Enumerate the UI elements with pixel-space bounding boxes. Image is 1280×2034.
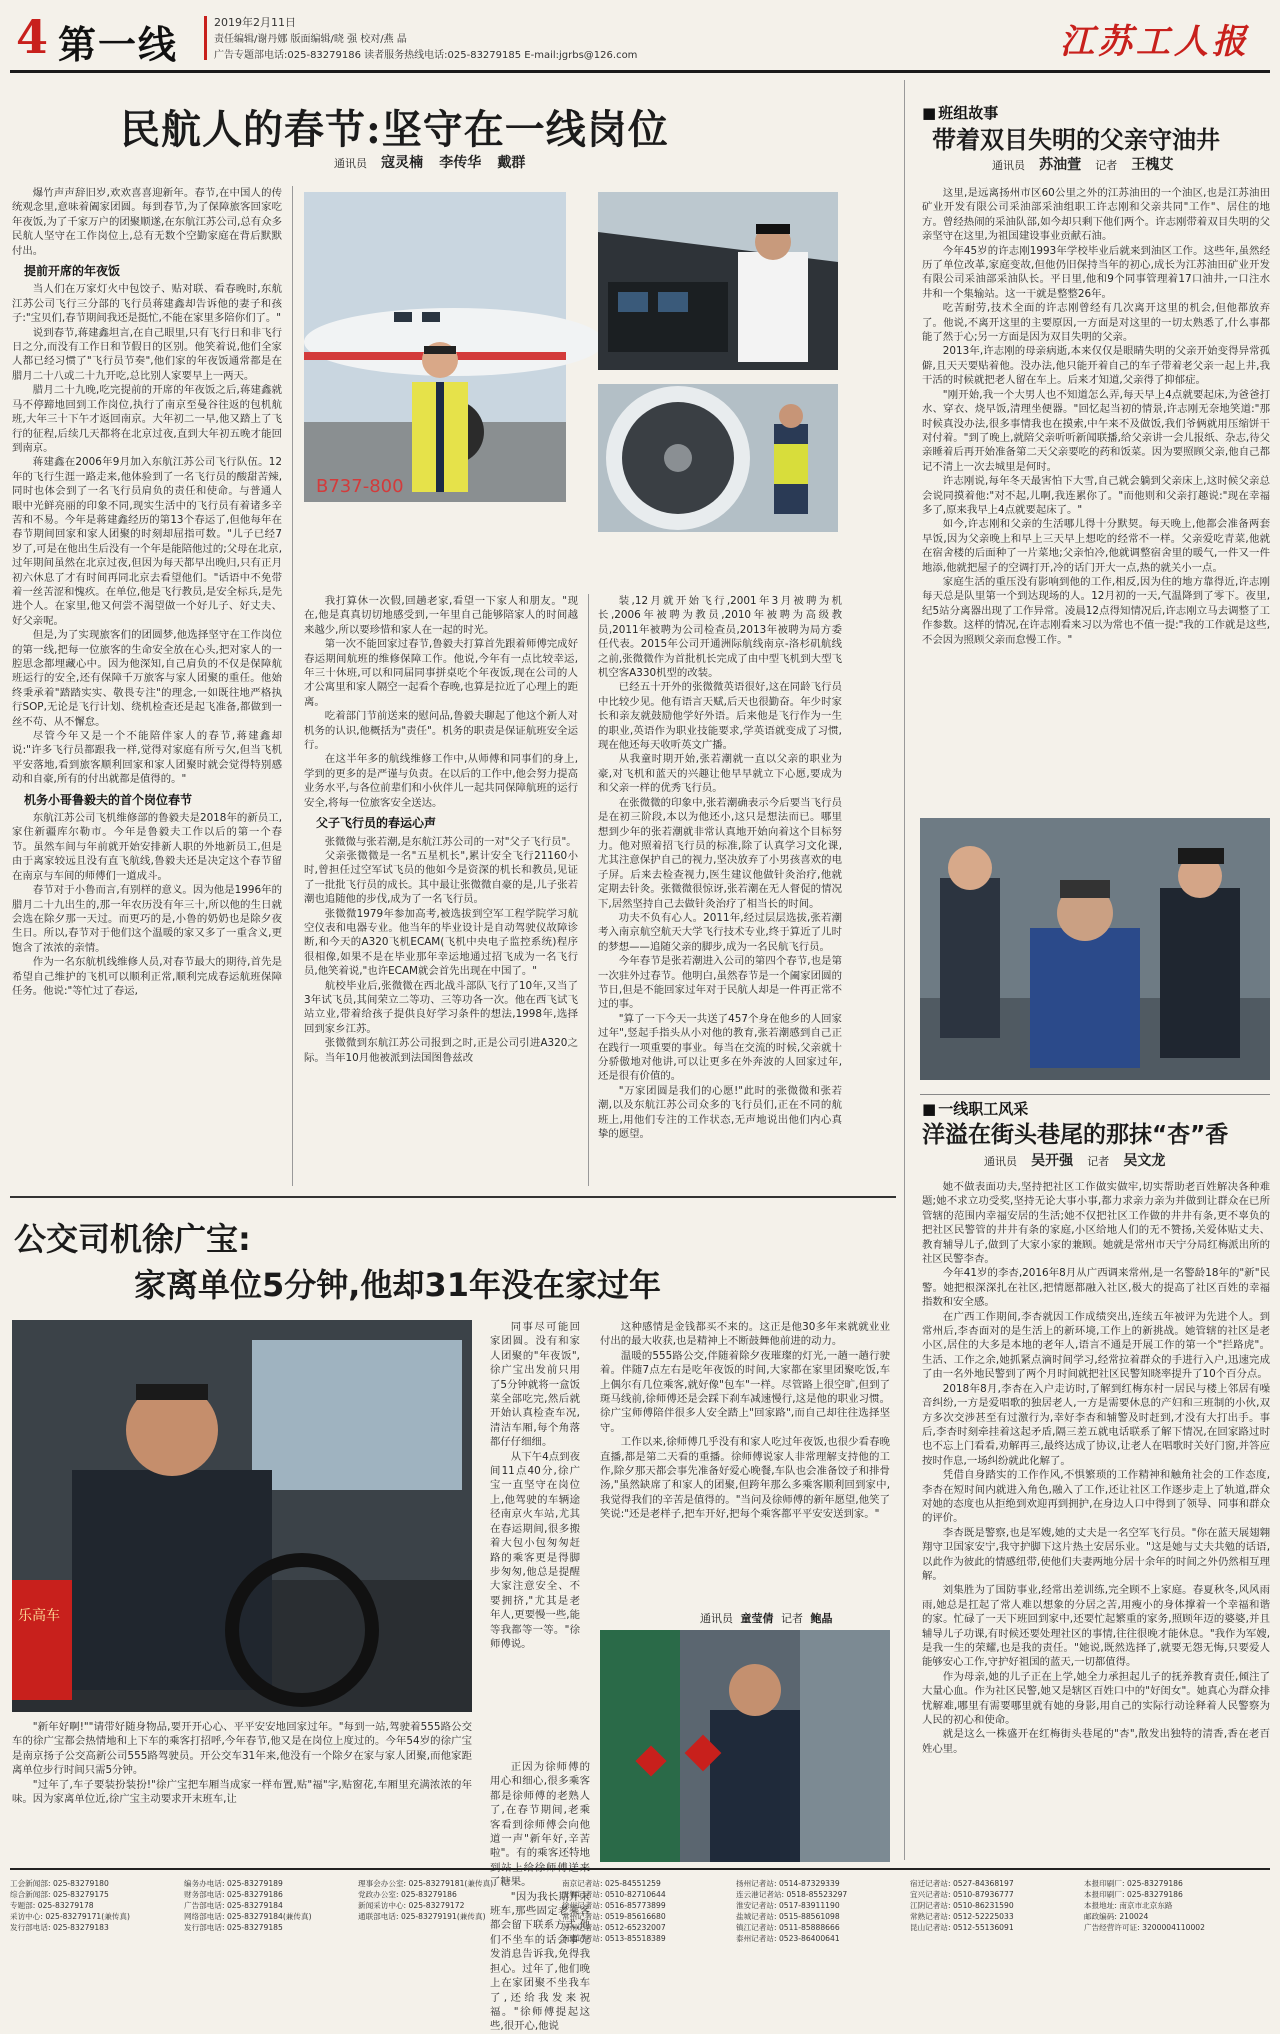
a4-column-b [490, 1320, 580, 1760]
footer-contact-line: 编务办电话: 025-83279189 [184, 1879, 283, 1888]
a1-subhead: 机务小哥鲁毅夫的首个岗位春节 [24, 792, 193, 807]
a3-headline: 洋溢在街头巷尾的那抹“杏”香 [922, 1122, 1229, 1148]
footer-contact-line: 昆山记者站: 0512-55136091 [910, 1923, 1014, 1932]
footer-contact-line: 南通记者站: 0513-85518389 [562, 1934, 666, 1943]
a4-paragraph: 从下午4点到夜间11点40分,徐广宝一直坚守在岗位上,他驾驶的车辆途径南京火车站,尤其在春运期间,很多搬着大包小包匆匆赶路的乘客更是得脚步匆匆,他总是提醒大家注意安全、不要拥挤,"尤其是老年人,更要慢一些,能等我都等一等。"徐师傅说。 [490, 1450, 580, 1650]
a3-paragraph: 作为母亲,她的儿子正在上学,她全力承担起儿子的抚养教育责任,倾注了大量心血。作为社区民警,她又是辖区百姓口中的"好闺女"。她真心为群众排忧解难,哪里有需要哪里就有她的身影,用自己的实际行动诠释着人民警察为人民的初心和使命。 [922, 1670, 1270, 1727]
photo-driver-decorating-bus [600, 1630, 890, 1862]
a2-paragraph: 许志刚说,每年冬天最害怕下大雪,自己就会躺到父亲床上,这时候父亲总会说同摸着他:"对不起,儿啊,我连累你了。"而他则和父亲打趣说:"现在幸福多了,原来我早上4点就要起床了。" [922, 475, 1270, 516]
a1-author-2: 李传华 [439, 155, 482, 171]
page-number: 4 [16, 10, 49, 64]
a1-paragraph: 从我童时期开始,张若潮就一直以父亲的职业为豪,对飞机和蓝天的兴趣让他早早就立下心愿,要成为和父亲一样的优秀飞行员。 [598, 753, 842, 795]
footer-contact-line: 泰州记者站: 0523-86400641 [736, 1934, 840, 1943]
a1-paragraph: "算了一下今天一共送了457个身在他乡的人回家过年",竖起手指头从小对他的教育,张若潮感到自己正在践行一项重要的事业。每当在交流的时候,父亲就十分骄傲地对他讲,可以让更多在外奔波的人回家过年,还是很有价值的。 [598, 1012, 842, 1083]
a1-paragraph: 航校毕业后,张微微在西北战斗部队飞行了10年,又当了3年试飞员,其间荣立二等功、三等功各一次。他在西飞试飞站立业,带着给孩子提供良好学习条件的想法,1998年,选择回到家乡江苏。 [304, 979, 578, 1035]
a4-paragraph: 同事尽可能回家团圆。没有和家人团聚的"年夜饭",徐广宝出发前只用了5分钟就将一盒饭菜全部吃完,然后就开始认真检查车况,清洁车厢,每个角落都仔仔细细。 [490, 1321, 580, 1449]
a4-headline-line-2: 家离单位5分钟,他却31年没在家过年 [134, 1266, 661, 1304]
footer-column-7 [1084, 1878, 1205, 1933]
a3-paragraph: 2018年8月,李杏在入户走访时,了解到红梅东村一居民与楼上邻居有噪音纠纷,一方是爱唱歌的独居老人,一方是需要休息的产妇和三班制的小伙,双方多次交涉甚至有过激行为,幸好李杏和辅警及时赶到,才没有大打出手。事后,李杏时刻牵挂着这起矛盾,隔三差五就电话联系了解下情况,在回家路过时也不忘上门看看,劝解再三,最终达成了协议,让老人在唱歌时关好门窗,并答应按时作息,一场纠纷就此化解了。 [922, 1382, 1270, 1467]
footer-contact-line: 徐州记者站: 0516-85773899 [562, 1901, 666, 1910]
a3-paragraph: 在广西工作期间,李杏就因工作成绩突出,连续五年被评为先进个人。到常州后,李杏面对的是生活上的新环境,工作上的新挑战。她管辖的社区是老小区,居住的大多是本地的老年人,语言不通是开展工作的第一个"拦路虎"。生活、工作之余,她抓紧点滴时间学习,经常拉着群众的手进行入户,迅速完成了由一名外地民警到了两个月时间就把社区民警知晓率提升了10个百分点。 [922, 1310, 1270, 1381]
footer-contact-line: 扬州记者站: 0514-87329339 [736, 1879, 840, 1888]
footer-contact-line: 宿迁记者站: 0527-84368197 [910, 1879, 1014, 1888]
column-rule [292, 186, 293, 1186]
a2-byline-role-2: 记者 [1095, 159, 1118, 172]
footer-contact-line: 工会新闻部: 025-83279180 [10, 1879, 109, 1888]
a1-paragraph: 在张微微的印象中,张若潮确表示今后要当飞行员是在初三阶段,本以为他还小,这只是想法而已。哪里想到少年的张若潮就非常认真地开始向着这个目标努力。他对照着招飞行员的标准,除了认真学习文化课,尤其注意保护自己的视力,坚决放弃了小男孩喜欢的电子屏。后来去检查视力,医生建议他做针灸治疗,他就定期去针灸。张微微很惊讶,张若潮在无人督促的情况下,居然坚持自己去做针灸治疗了相当长的时间。 [598, 796, 842, 910]
footer-contact-line: 常州记者站: 0519-85616680 [562, 1912, 666, 1921]
a2-paragraph: 家庭生活的重压没有影响到他的工作,相反,因为住的地方靠得近,许志刚每天总是队里第一个到达现场的人。12月初的一天,气温降到了零下。夜里,纪5站分离器出现了工作异常。凌晨12点得知情况后,许志刚立马去调整了工作参数。这样的情况,在许志刚看来习以为常也不值一提:"我的工作就是这些,不会因为照顾父亲而怠慢工作。" [922, 575, 1270, 646]
footer-contact-line: 镇江记者站: 0511-85888666 [736, 1923, 840, 1932]
a3-paragraph: 今年41岁的李杏,2016年8月从广西调来常州,是一名警龄18年的"新"民警。她把根深深扎在社区,把情愿都融入社区,极大的提高了社区百姓的幸福指数和安全感。 [922, 1267, 1270, 1309]
a2-body [922, 186, 1270, 796]
a1-paragraph: 张微微到东航江苏公司报到之时,正是公司引进A320之际。当年10月他被派到法国图鲁兹改 [304, 1037, 578, 1064]
footer-contact-line: 邮政编码: 210024 [1084, 1912, 1149, 1921]
footer-contact-line: 财务部电话: 025-83279186 [184, 1890, 283, 1899]
a1-column-1 [12, 186, 282, 1190]
footer-contact-line: 无锡记者站: 0510-82710644 [562, 1890, 666, 1899]
a3-author-2: 吴文龙 [1123, 1153, 1166, 1169]
footer-contact-line: 新闻采访中心: 025-83279172 [358, 1901, 465, 1910]
a1-paragraph: 当人们在万家灯火中包饺子、贴对联、看春晚时,东航江苏公司飞行三分部的飞行员蒋建鑫却告诉他的妻子和孩子:"宝贝们,春节期间我还是挺忙,不能在家里多陪你们了。" [12, 283, 282, 325]
a4-paragraph: "新年好啊!""请带好随身物品,要开开心心、平平安安地回家过年。"每到一站,驾驶着555路公交车的徐广宝都会热情地和上下车的乘客打招呼,今年春节,他又是在岗位上度过的。今年54岁的徐广宝是南京扬子公交高新公司555路驾驶员。开公交车31年来,他没有一个除夕在家与家人团聚,而他家距离单位步行时间只需5分钟。 [12, 1721, 472, 1777]
footer-contact-line: 常熟记者站: 0512-52225033 [910, 1912, 1014, 1921]
footer-column-4 [562, 1878, 666, 1944]
a4-paragraph: "因为我长期开末班车,那些固定老乘客都会留下联系方式,他们不坐车的话会事先发消息告诉我,免得我担心。过年了,他们晚上在家团聚不坐我车了,还给我发来祝福。"徐师傅提起这些,很开心,他说 [490, 1890, 590, 2033]
a2-paragraph: 这里,是远离扬州市区60公里之外的江苏油田的一个油区,也是江苏油田矿业开发有限公司采油部采油组职工许志刚和父亲共同"工作"、居住的地方。曾经热闹的采油队部,如今却只剩下他们两个。许志刚带着双目失明的父亲坚守在这里,为祖国建设事业贡献石油。 [922, 187, 1270, 243]
a1-paragraph: 已经五十开外的张微微英语很好,这在同龄飞行员中比较少见。他有语言天赋,后天也很勤奋。年少时家长和亲友就鼓励他学好外语。后来他是飞行作为一生的职业,英语作为职业技能要求,学英语就变成了习惯,现在他还每天收听英文广播。 [598, 681, 842, 752]
footer-contact-line: 广告经营许可证: 3200004110002 [1084, 1923, 1205, 1932]
a4-credit-role-2: 记者 [781, 1612, 803, 1625]
a4-paragraph: 这种感情是金钱都买不来的。这正是他30多年来就就业业付出的最大收获,也是精神上不断鼓舞他前进的动力。 [600, 1321, 890, 1348]
a2-author-2: 王槐艾 [1131, 157, 1174, 173]
a4-paragraph: 温暖的555路公交,伴随着除夕夜璀璨的灯光,一趟一趟行驶着。伴随7点左右是吃年夜饭的时间,大家都在家里团聚吃饭,车上偶尔有几位乘客,就好像"包车"一样。尽管路上很空旷,但到了斑马线前,徐师傅还是会踩下刹车减速慢行,这是他的职业习惯。徐广宝师傅陪伴很多人安全踏上"回家路",而自己却往往选择坚守。 [600, 1349, 890, 1434]
editor-line: 责任编辑/谢丹娜 版面编辑/晓 强 校对/燕 晶 [214, 34, 407, 45]
a2-byline [988, 154, 1179, 174]
a1-paragraph: "万家团圆是我们的心愿!"此时的张微微和张若潮,以及东航江苏公司众多的飞行员们,正在不同的航班上,用他们专注的工作状态,无声地说出他们内心真挚的愿望。 [598, 1084, 842, 1141]
photo-pilot-in-cockpit [598, 192, 838, 370]
a1-paragraph: 在这半年多的航线维修工作中,从师傅和同事们的身上,学到的更多的是严谨与负责。在以后的工作中,他会努力提高业务水平,与各位前辈们和小伙伴儿一起共同保障航班的运行安全,将每一位旅客安全送达。 [304, 753, 578, 809]
column-rule [588, 594, 589, 1186]
footer-column-2 [184, 1878, 312, 1933]
contact-line: 广告专题部电话:025-83279186 读者服务热线电话:025-83279185 E-mail:jgrbs@126.com [214, 50, 638, 61]
a1-paragraph: 吃着部门节前送来的慰问品,鲁毅夫聊起了他这个新人对机务的认识,他概括为"责任"。机务的职责是保证航班安全运行。 [304, 710, 578, 752]
footer-contact-line: 综合新闻部: 025-83279175 [10, 1890, 109, 1899]
a1-byline [330, 152, 531, 172]
a1-column-3 [598, 594, 842, 1182]
a3-byline [980, 1150, 1171, 1170]
photo-police-with-elderly [920, 818, 1270, 1080]
footer-contact-line: 采访中心: 025-83279171(兼传真) [10, 1912, 130, 1921]
a1-headline: 民航人的春节:坚守在一线岗位 [120, 106, 669, 153]
bus-sign-text: 乐高车 [18, 1608, 60, 1624]
header-rule [10, 70, 1270, 73]
a1-subhead: 父子飞行员的春运心声 [316, 816, 437, 831]
footer-contact-line: 党政办公室: 025-83279186 [358, 1890, 457, 1899]
a3-byline-role-2: 记者 [1087, 1155, 1110, 1168]
footer-contact-line: 苏州记者站: 0512-65232007 [562, 1923, 666, 1932]
a2-byline-role-1: 通讯员 [992, 159, 1025, 172]
footer-contacts [10, 1868, 1270, 1943]
footer-contact-line: 广告部电话: 025-83279184 [184, 1901, 283, 1910]
a4-paragraph: 正因为徐师傅的用心和细心,很多乘客都是徐师傅的老熟人了,在春节期间,老乘客看到徐师傅会向他道一声"新年好,辛苦啦"。有的乘客还特地到站上给徐师傅送来了糖果。 [490, 1761, 590, 1889]
a2-headline: 带着双目失明的父亲守油井 [932, 126, 1220, 154]
a4-column-c [600, 1320, 890, 1608]
a1-paragraph: 爆竹声声辞旧岁,欢欢喜喜迎新年。春节,在中国人的传统观念里,意味着阖家团圆。每到春节,为了保障旅客回家吃年夜饭,为了千家万户的团聚顺遂,在东航江苏公司,总有众多民航人坚守在工作岗位上,总有无数个空勤家庭在背后默默付出。 [12, 187, 282, 257]
a3-paragraph: 就是这么一株盛开在红梅街头巷尾的"杏",散发出独特的清香,香在老百姓心里。 [922, 1728, 1270, 1755]
a3-paragraph: 刘集胜为了国防事业,经常出差训练,完全顾不上家庭。春夏秋冬,风风雨雨,她总是扛起了常人难以想象的分居之苦,用瘦小的身体撑着一个幸福和谐的家。忙碌了一天下班回到家中,还要忙起繁重的家务,照顾年迈的婆婆,并且辅导儿子功课,有时候还要处理社区的事情,往往很晚才能休息。"我作为军嫂,是我一生的荣耀,也是我的责任。"她说,既然选择了,就要无怨无悔,只要爱人能够安心工作,守护好祖国的蓝天,一切都值得。 [922, 1584, 1270, 1669]
photo-bus-driver [12, 1320, 472, 1712]
newspaper-logo: 江苏工人报 [1060, 22, 1250, 62]
a4-credit-author-2: 鲍晶 [810, 1612, 833, 1625]
a1-paragraph: 春节对于小鲁而言,有别样的意义。因为他是1996年的腊月二十九出生的,那一年农历没有年三十,所以他的生日就会选在除夕那一天过。而更巧的是,小鲁的奶奶也是除夕夜生日。所以,春节对于他们这个温暖的家又多了一重含义,更饱含了浓浓的亲情。 [12, 884, 282, 954]
photo-pilot-with-plane [304, 192, 566, 502]
a1-paragraph: 东航江苏公司飞机维修部的鲁毅夫是2018年的新员工,家住新疆库尔勒市。今年是鲁毅夫工作以后的第一个春节。虽然车间与年前就开始安排新人职的外地新员工,但是由于离家较远且没有直飞航线,鲁毅夫还是决定这个春节留在南京与车间的师傅们一道成斗。 [12, 812, 282, 882]
footer-column-5 [736, 1878, 847, 1944]
a1-paragraph: 父亲张微微是一名"五星机长",累计安全飞行21160小时,曾担任过空军试飞员的他如今是资深的机长和教员,见证了一批批飞行员的成长。其中最让张微微自豪的是,儿子张若潮也追随他的步伐,成为了一名飞行员。 [304, 849, 578, 906]
footer-column-1 [10, 1878, 130, 1933]
footer-contact-line: 南京记者站: 025-84551259 [562, 1879, 661, 1888]
a1-paragraph: 作为一名东航机线维修人员,对春节最大的期待,首先是希望自己维护的飞机可以顺利正常,顺利完成春运航班保障任务。他说:"等忙过了春运, [12, 956, 282, 997]
a1-paragraph: 今年春节是张若潮进入公司的第四个春节,也是第一次驻外过春节。他明白,虽然春节是一个阖家团圆的节日,但是不能回家过年对于民航人却是一件再正常不过的事。 [598, 955, 842, 1011]
a4-paragraph: "过年了,车子要装扮装扮!"徐广宝把车厢当成家一样布置,贴"福"字,贴窗花,车厢里充满浓浓的年味。因为家离单位近,徐广宝主动要求开末班车,让 [12, 1778, 472, 1806]
a2-section-tag: ■ 班组故事 [922, 102, 998, 123]
a1-author-3: 戴群 [497, 155, 526, 171]
footer-contact-line: 发行部电话: 025-83279185 [184, 1923, 283, 1932]
section-rule [920, 1094, 1270, 1095]
a1-paragraph: 第一次不能回家过春节,鲁毅夫打算首先跟着师傅完成好春运期间航班的维修保障工作。他说,今年有一点比较幸运,年三十休班,可以和同届同事拼桌吃个年夜饭,现在公司的人才公寓里和家人隔空一起看个春晚,也算是拉近了心理上的距离。 [304, 638, 578, 708]
footer-contact-line: 淮安记者站: 0517-83911190 [736, 1901, 840, 1910]
a1-paragraph: 蒋建鑫在2006年9月加入东航江苏公司飞行队伍。12年的飞行生涯一路走来,他体验到了一名飞行员的酸甜苦辣,同时也体会到了一名飞行员肩负的责任和使命。与普通人眼中光鲜亮丽的印象不同,现实生活中的飞行员有着诸多辛苦和不易。今年是蒋建鑫经历的第13个春运了,但他每年在春节期间回家和家人团聚的时刻却屈指可数。"儿子已经7岁了,可是在他出生后没有一个年是能陪他过的;父母在北京,过年期间虽然在北京过夜,但因为每天都早出晚归,只有正月初六休息了才有时间再同北京去看望他们。"话语中不免带着一丝苦涩和愧疚。在单位,他是飞行教员,是安全标兵,是先进个人。在家里,他又何尝不渴望做一个好儿子、好丈夫、好父亲呢。 [12, 456, 282, 627]
a1-paragraph: 张微微与张若潮,是东航江苏公司的一对"父子飞行员"。 [324, 835, 577, 848]
footer-contact-line: 专题部: 025-83279178 [10, 1901, 94, 1910]
a3-section-tag: ■ 一线职工风采 [922, 1098, 1028, 1119]
footer-contact-line: 本报地址: 南京市北京东路 [1084, 1901, 1173, 1910]
a1-column-2 [304, 594, 578, 1176]
a4-paragraph: 工作以来,徐师傅几乎没有和家人吃过年夜饭,也很少看春晚直播,都是第二天看的重播。徐师傅说家人非常理解支持他的工作,除夕那天都会事先准备好爱心晚餐,车队也会准备饺子和排骨汤,"虽然缺席了和家人的团聚,但跨年那么多乘客顺利回到家中,我觉得我们的辛苦是值得的。"当问及徐师傅的新年愿望,他笑了笑说:"还是老样子,把车开好,把每个乘客都平平安安送到家。" [600, 1436, 890, 1521]
a3-body [922, 1180, 1270, 1862]
footer-contact-line: 网络部电话: 025-83279184(兼传真) [184, 1912, 312, 1921]
masthead [0, 0, 1280, 72]
footer-column-3 [358, 1878, 493, 1922]
a3-author-1: 吴开强 [1031, 1153, 1074, 1169]
footer-contact-line: 本报印刷厂: 025-83279186 [1084, 1890, 1183, 1899]
footer-column-6 [910, 1878, 1014, 1933]
footer-contact-line: 连云港记者站: 0518-85523297 [736, 1890, 848, 1899]
footer-contact-line: 江阴记者站: 0510-86231590 [910, 1901, 1014, 1910]
a1-paragraph: 功夫不负有心人。2011年,经过层层选拔,张若潮考入南京航空航天大学飞行技术专业,终于算近了儿时的梦想——追随父亲的脚步,成为一名民航飞行员。 [598, 911, 842, 953]
a1-paragraph: 我打算休一次假,回趟老家,看望一下家人和朋友。"现在,他是真真切切地感受到,一年里自己能够陪家人的时间越来越少,所以要珍惜和家人在一起的时光。 [304, 595, 578, 636]
a1-paragraph: 装,12月就开始飞行,2001年3月被聘为机长,2006年被聘为教员,2010年被聘为高级教员,2011年被聘为公司检查员,2013年被聘为局方委任代表。2015年公司开通洲际航线南京-洛杉矶航线之前,张微微作为首批机长完成了由中型飞机到大型飞机空客A330机型的改装。 [598, 595, 842, 680]
a1-paragraph: 但是,为了实现旅客们的团圆梦,他选择坚守在工作岗位的第一线,把每一位旅客的生命安全放在心头,把对家人的一腔思念都埋藏心中。因为他深知,自己肩负的不仅是保障航班运行的安全,还有保障千万旅客与家人团聚的重任。他始终秉承着"踏踏实实、敬畏专注"的理念,一如既往地严格执行SOP,无论是飞行计划、绕机检查还是起飞准备,都做到一丝不苟、从不懈怠。 [12, 629, 282, 728]
footer-contact-line: 本报印刷厂: 025-83279186 [1084, 1879, 1183, 1888]
section-rule [10, 1196, 896, 1198]
a1-paragraph: 张微微1979年参加高考,被选拔到空军工程学院学习航空仪表和电器专业。他当年的毕业设计是自动驾驶仪故障诊断,和今天的A320飞机ECAM(飞机中央电子监控系统)程序很相像,如果不是在毕业那年幸运地通过招飞成为一名飞行员,他笑着说,"也许ECAM就会首先出现在中国了。" [304, 907, 578, 978]
header-divider [204, 16, 207, 60]
a1-paragraph: 尽管今年又是一个不能陪伴家人的春节,蒋建鑫却说:"许多飞行员都跟我一样,觉得对家庭有所亏欠,但当飞机平安落地,看到旅客顺利回家和家人团聚时就会觉得特别感动和自豪,所有的付出就都是值得的。" [12, 730, 282, 786]
issue-date: 2019年2月11日 [214, 16, 296, 29]
a1-byline-role: 通讯员 [334, 157, 367, 170]
a4-credit [700, 1610, 837, 1626]
a3-byline-role-1: 通讯员 [984, 1155, 1017, 1168]
a1-paragraph: 说到春节,蒋建鑫坦言,在自己眼里,只有飞行日和非飞行日之分,而没有工作日和节假日的区别。他笑着说,他们全家人都已经习惯了"飞行员节奏",他们家的年夜饭通常都是在腊月二十八或二十九开吃,总比别人家要早上一两天。 [12, 326, 282, 382]
footer-contact-line: 盐城记者站: 0515-88561098 [736, 1912, 840, 1921]
a1-paragraph: 腊月二十九晚,吃完提前的开席的年夜饭之后,蒋建鑫就马不停蹄地回到工作岗位,执行了南京至曼谷往返的包机航班,大年三十下午才返回南京。大年初二一早,他又踏上了飞行的征程,后续几天都将在北京过夜,直到大年初五晚才能回到南京。 [12, 384, 282, 454]
a4-credit-author-1: 童莹倩 [740, 1612, 774, 1625]
a3-paragraph: 她不做表面功夫,坚持把社区工作做实做牢,切实帮助老百姓解决各种难题;她不求立功受奖,坚持无论大事小事,都力求亲力亲为并做到让群众在已所管辖的范围内幸福安居的生活;她不仅把社区工作做的井井有条,更不辜负的把社区民警管的井井有条的家庭,小区给地人们的无不赞扬,关爱体贴丈夫、教育辅导儿子,做到了大家小家的兼顾。她就是常州市天宁分局红梅派出所的社区民警李杏。 [922, 1181, 1270, 1266]
a4-credit-role-1: 通讯员 [700, 1612, 733, 1625]
a2-paragraph: 今年45岁的许志刚1993年学校毕业后就来到油区工作。这些年,虽然经历了单位改革,家庭变故,但他仍旧保持当年的初心,成长为江苏油田矿业开发有限公司采油部采油队长。平日里,他和9个同事管理着17口油井,一口注水井和一个集输站。这一干就是整整26年。 [922, 244, 1270, 300]
footer-contact-line: 宜兴记者站: 0510-87936777 [910, 1890, 1014, 1899]
a1-subhead: 提前开席的年夜饭 [24, 264, 121, 279]
a2-paragraph: 如今,许志刚和父亲的生活哪儿得十分默契。每天晚上,他都会准备两套早饭,因为父亲晚上和早上三天早上想吃的经常不一样。父亲爱吃青菜,他就在宿舍楼的后面种了一片菜地;父亲怕冷,他就调整宿舍里的暖气,一件又一件地添,他就把屋子的空调打开,冷的话门开大一点,热的就关小一点。 [922, 518, 1270, 574]
column-rule [904, 80, 905, 1860]
page-name: 第一线 [58, 23, 179, 67]
footer-contact-line: 通联部电话: 025-83279191(兼传真) [358, 1912, 486, 1921]
a2-paragraph: "刚开始,我一个大男人也不知道怎么弄,每天早上4点就要起床,为爸爸打水、穿衣、烧早饭,清理坐便器。"回忆起当初的情景,许志刚无奈地笑道:"那时候真没办法,很多事情我也在摸索,中午来不及做饭,我们爷俩就用压缩饼干对付着。"到了晚上,就陪父亲听听新闻联播,给父亲讲一会儿报纸、杂志,待父亲睡着后再开始准备第二天父亲要吃的药和饭菜。因为要照顾父亲,他自己都记不清上一次去城里是何时。 [922, 388, 1270, 473]
a1-author-1: 寇灵楠 [381, 155, 424, 171]
a2-paragraph: 2013年,许志刚的母亲病逝,本来仅仅是眼睛失明的父亲开始变得异常孤僻,且天天要贴着他。没办法,他只能开着自己的车子带着老父亲一起上井,我干活的时候就把老人留在车上。后来才知道,父亲得了抑郁症。 [922, 345, 1270, 387]
a2-author-1: 苏油萱 [1039, 157, 1082, 173]
photo-engineer-engine [598, 384, 838, 532]
a4-column-a [12, 1720, 472, 1864]
a4-headline-line-1: 公交司机徐广宝: [14, 1220, 251, 1258]
a4-column-d [490, 1760, 590, 2033]
a3-paragraph: 凭借自身踏实的工作作风,不惧繁琐的工作精神和触角社会的工作态度,李杏在短时间内就进入角色,融入了工作,还让社区工作逐步走上了轨道,群众对她的态度也从拒绝到欢迎再到拥护,在身边人口中得到了领导、同事和群众的评价。 [922, 1469, 1270, 1525]
a3-paragraph: 李杏既是警察,也是军嫂,她的丈夫是一名空军飞行员。"你在蓝天展翅翱翔守卫国家安宁,我守护脚下这片热土安居乐业。"这是她与丈夫共勉的话语,以此作为彼此的情感纽带,使他们夫妻两地分居十余年的时间之外仍然相互理解。 [922, 1526, 1270, 1582]
footer-contact-line: 理事会办公室: 025-83279181(兼传真) [358, 1879, 494, 1888]
footer-contact-line: 发行部电话: 025-83279183 [10, 1923, 109, 1932]
svg-text:B737-800: B737-800 [316, 476, 404, 497]
a2-paragraph: 吃苦耐劳,技术全面的许志刚曾经有几次离开这里的机会,但他都放弃了。他说,不离开这里的主要原因,一方面是对这里的一切太熟悉了,什么事都能了然于心;另一方面是因为双目失明的父亲。 [922, 302, 1270, 344]
